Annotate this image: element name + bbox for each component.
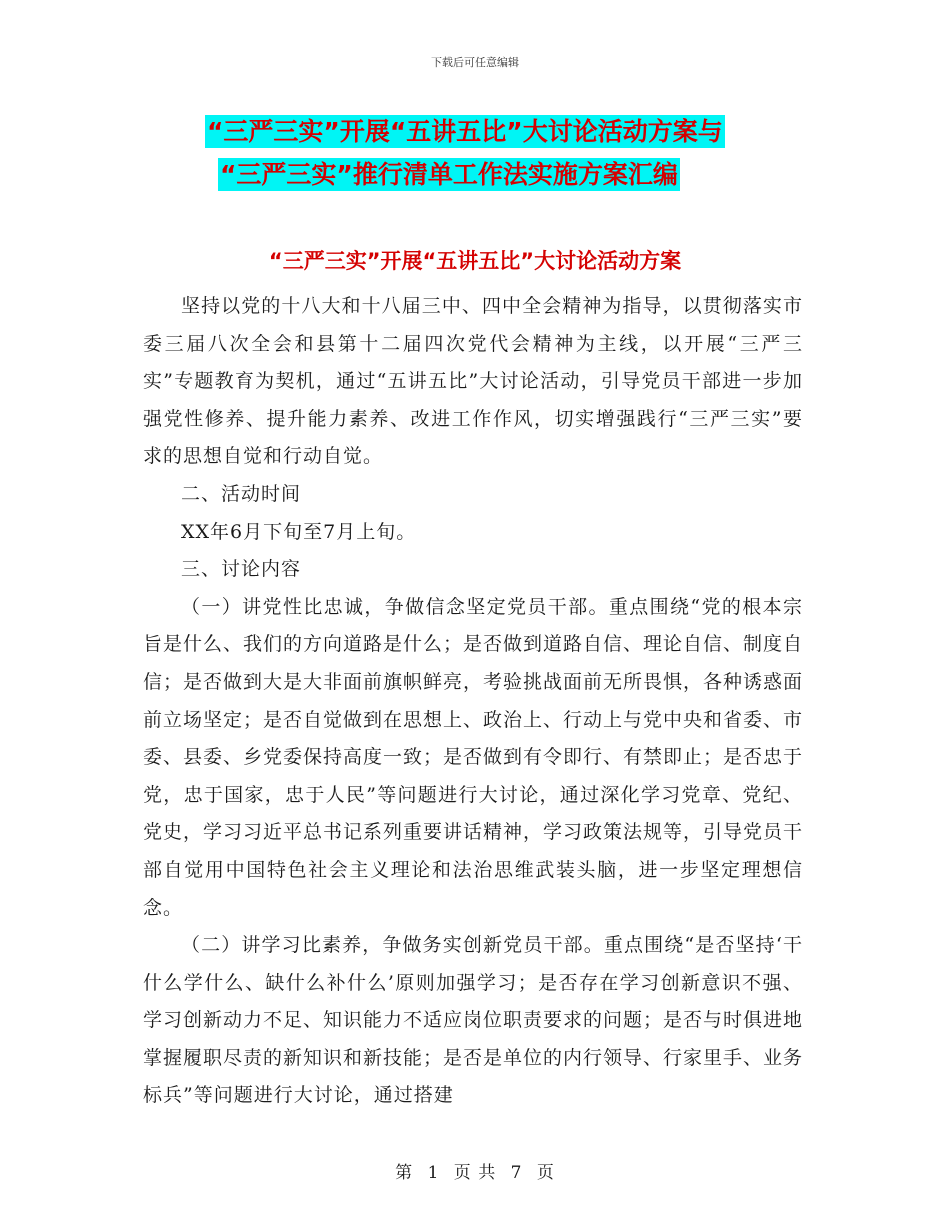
- paragraph-item-2: （二）讲学习比素养，争做务实创新党员干部。重点围绕“是否坚持‘干什么学什么、缺什么补什么’原则加强学习；是否存在学习创新意识不强、学习创新动力不足、知识能力不适应岗位职责要求的问题；是否与时俱进地掌握履职尽责的新知识和新技能；是否是单位的内行领导、行家里手、业务标兵”等问题进行大讨论，通过搭建: [143, 934, 804, 1107]
- main-title-line-2: [218, 155, 808, 195]
- main-title-line-1: [205, 112, 795, 152]
- main-title-line-2-text: “三严三实”推行清单工作法实施方案汇编: [220, 160, 678, 189]
- heading-activity-time: 二、活动时间: [181, 482, 302, 505]
- paragraph-item-1: （一）讲党性比忠诚，争做信念坚定党员干部。重点围绕“党的根本宗旨是什么、我们的方向道路是什么；是否做到道路自信、理论自信、制度自信；是否做到大是大非面前旗帜鲜亮，考验挑战面前无所畏惧，各种诱惑面前立场坚定；是否自觉做到在思想上、政治上、行动上与党中央和省委、市委、县委、乡党委保持高度一致；是否做到有令即行、有禁即止；是否忠于党，忠于国家，忠于人民”等问题进行大讨论，通过深化学习党章、党纪、党史，学习习近平总书记系列重要讲话精神，学习政策法规等，引导党员干部自觉用中国特色社会主义理论和法治思维武装头脑，进一步坚定理想信念。: [143, 595, 804, 919]
- heading-discussion-content: 三、讨论内容: [181, 558, 302, 581]
- footer-suffix: 页: [536, 1163, 555, 1183]
- footer-prefix: 第: [395, 1163, 414, 1183]
- body-text: [143, 288, 803, 1115]
- page-footer: [0, 1158, 950, 1183]
- header-note: 下载后可任意编辑: [431, 56, 519, 69]
- main-title-line-1-text: “三严三实”开展“五讲五比”大讨论活动方案与: [207, 117, 723, 146]
- section-title: “三严三实”开展“五讲五比”大讨论活动方案: [268, 249, 682, 273]
- paragraph-activity-time: XX年6月下旬至7月上旬。: [181, 520, 417, 543]
- footer-middle: 页 共: [453, 1163, 497, 1183]
- paragraph-intro: 坚持以党的十八大和十八届三中、四中全会精神为指导，以贯彻落实市委三届八次全会和县第十二届四次党代会精神为主线，以开展“三严三实”专题教育为契机，通过“五讲五比”大讨论活动，引导党员干部进一步加强党性修养、提升能力素养、改进工作作风，切实增强践行“三严三实”要求的思想自觉和行动自觉。: [143, 295, 803, 468]
- footer-total-pages: 7: [510, 1163, 523, 1183]
- footer-page-number: 1: [427, 1163, 440, 1183]
